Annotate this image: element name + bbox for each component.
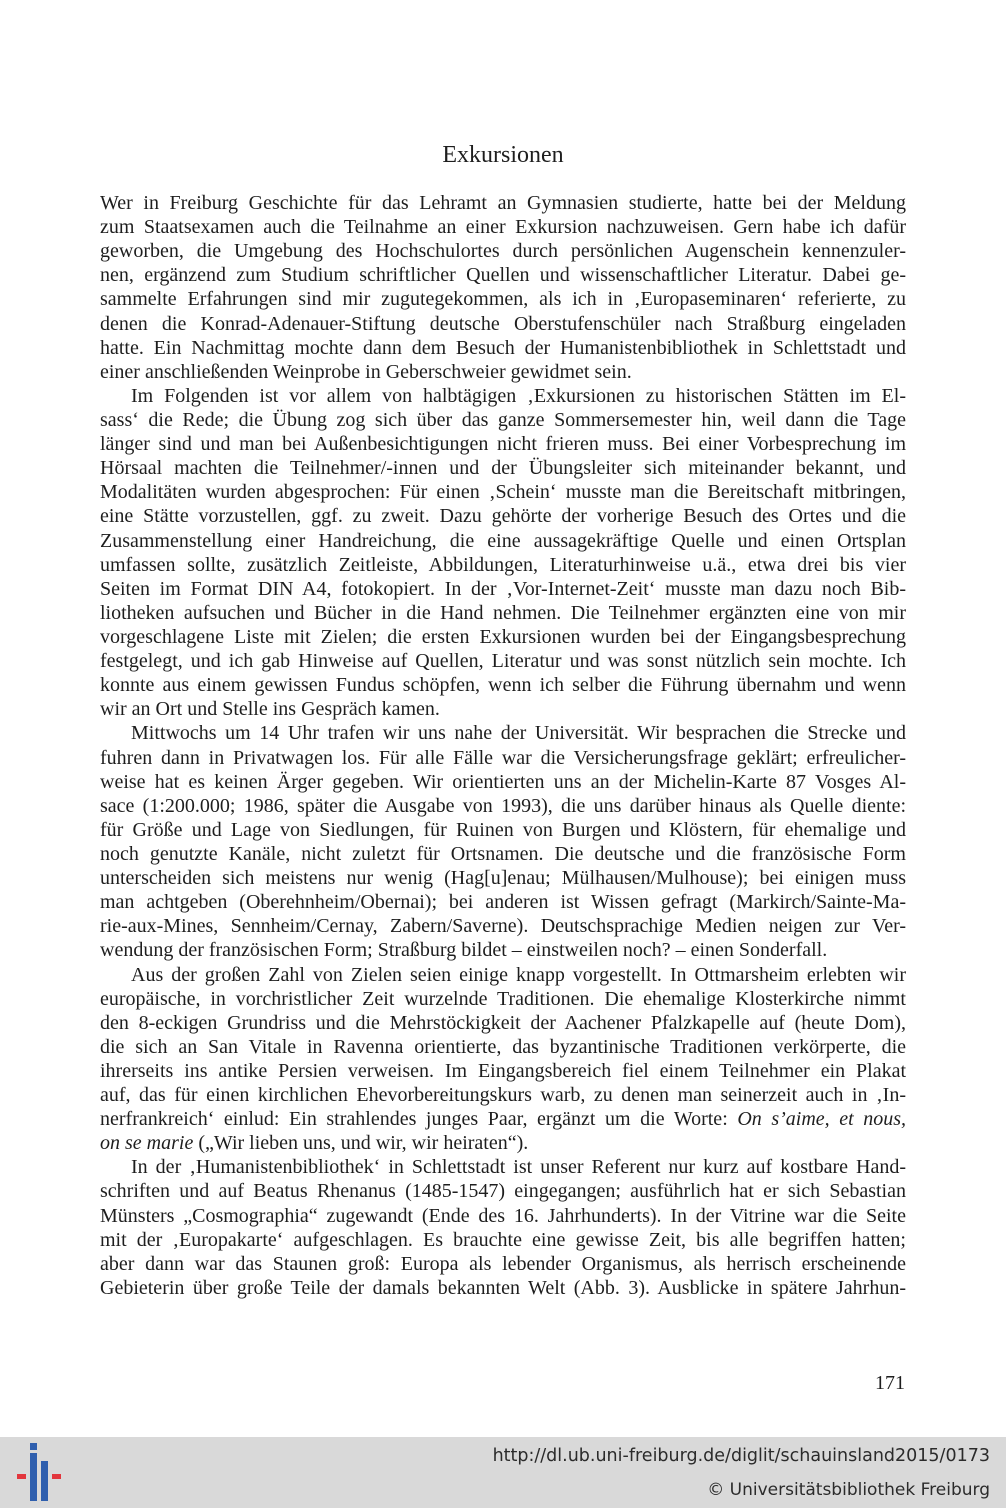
logo-blue-bar-tall xyxy=(30,1453,37,1501)
text-line: rie-aux-Mines, Sennheim/Cernay, Zabern/Saverne). Deutschsprachige Medien neigen zur Ver- xyxy=(100,915,906,938)
italic-phrase: on se marie xyxy=(100,1132,194,1155)
text-line: noch genutzte Kanäle, nicht zuletzt für Ortsnamen. Die deutsche und die französische Form xyxy=(100,842,906,865)
ub-freiburg-logo-icon xyxy=(10,1441,66,1503)
text-line: einer anschließenden Weinprobe in Geberschweier gewidmet sein. xyxy=(100,360,632,383)
text-line: Hörsaal machten die Teilnehmer/-innen und der Übungsleiter sich miteinander bekannt, und xyxy=(100,457,906,480)
text-line: aber dann war das Staunen groß: Europa als lebender Organismus, als herrisch erscheinende xyxy=(100,1252,906,1275)
italic-phrase: On s’aime, et nous, xyxy=(737,1108,906,1131)
text-line: umfassen sollte, zusätzlich Zeitleiste, Abbildungen, Literaturhinweise u.ä., etwa drei bis vier xyxy=(100,553,906,576)
text-line: hatte. Ein Nachmittag mochte dann dem Besuch der Humanistenbibliothek in Schlettstadt und xyxy=(100,336,906,359)
text-line: Gebieterin über große Teile der damals bekannten Welt (Abb. 3). Ausblicke in spätere Jahrhun- xyxy=(100,1276,906,1299)
section-heading: Exkursionen xyxy=(442,142,564,168)
logo-red-dash-left xyxy=(17,1474,26,1479)
footer-banner xyxy=(0,1437,1006,1508)
text-line: sammelte Erfahrungen sind mir zugutegekommen, als ich in ‚Europaseminaren‘ referierte, zu xyxy=(100,288,906,311)
copyright-notice: © Universitätsbibliothek Freiburg xyxy=(707,1480,990,1500)
text-line xyxy=(100,1107,906,1131)
text-line: zum Staatsexamen auch die Teilnahme an einer Exkursion nachzuweisen. Gern habe ich dafür xyxy=(100,216,906,239)
text-line: schriften und auf Beatus Rhenanus (1485-1547) eingegangen; ausführlich hat er sich Sebastian xyxy=(100,1180,906,1203)
text-line: länger sind und man bei Außenbesichtigungen nicht frieren muss. Bei einer Vorbesprechung im xyxy=(100,433,906,456)
text-line: mit der ‚Europakarte‘ aufgeschlagen. Es brauchte eine gewisse Zeit, bis alle begriffen hatten; xyxy=(100,1228,906,1251)
paragraph xyxy=(100,963,906,1156)
text-line: die sich an San Vitale in Ravenna orientierte, das byzantinische Traditionen verkörperte, die xyxy=(100,1035,906,1058)
text-line: nen, ergänzend zum Studium schriftlicher Quellen und wissenschaftlicher Literatur. Dabei ge- xyxy=(100,264,906,287)
text-line: Im Folgenden ist vor allem von halbtägigen ‚Exkursionen zu historischen Stätten im El- xyxy=(131,384,906,407)
text-line xyxy=(100,1131,906,1155)
page-number: 171 xyxy=(875,1372,905,1394)
text-line: man achtgeben (Oberehnheim/Obernai); bei anderen ist Wissen gefragt (Markirch/Sainte-Ma- xyxy=(100,891,906,914)
text-line: für Größe und Lage von Siedlungen, für Ruinen von Burgen und Klöstern, für ehemalige und xyxy=(100,818,906,841)
text-line: unterscheiden sich meistens nur wenig (Hag[u]enau; Mülhausen/Mulhouse); bei einigen muss xyxy=(100,867,906,890)
paragraph xyxy=(100,384,906,722)
text-line: vorgeschlagene Liste mit Zielen; die ersten Exkursionen wurden bei der Eingangsbesprechung xyxy=(100,625,906,648)
text-line: sace (1:200.000; 1986, später die Ausgabe von 1993), die uns darüber hinaus als Quelle diente: xyxy=(100,794,906,817)
text-line: geworben, die Umgebung des Hochschulortes durch persönlichen Augenschein kennenzuler- xyxy=(100,240,906,263)
text-line: Zusammenstellung einer Handreichung, die eine aussagekräftige Quelle und einen Ortsplan xyxy=(100,529,906,552)
text-line: Münsters „Cosmographia“ zugewandt (Ende des 16. Jahrhunderts). In der Vitrine war die Seite xyxy=(100,1204,906,1227)
text-segment: („Wir lieben uns, und wir, wir heiraten“). xyxy=(193,1132,529,1155)
text-line: wir an Ort und Stelle ins Gespräch kamen. xyxy=(100,698,440,721)
text-line: liotheken aufsuchen und Bücher in die Hand nehmen. Die Teilnehmer ergänzten eine von mir xyxy=(100,601,906,624)
text-line: Seiten im Format DIN A4, fotokopiert. In der ‚Vor-Internet-Zeit‘ musste man dazu noch Bib- xyxy=(100,577,906,600)
text-line: europäische, in vorchristlicher Zeit wurzelnde Traditionen. Die ehemalige Klosterkirche nimmt xyxy=(100,987,906,1010)
text-line: Wer in Freiburg Geschichte für das Lehramt an Gymnasien studierte, hatte bei der Meldung xyxy=(100,192,906,214)
text-line: In der ‚Humanistenbibliothek‘ in Schlettstadt ist unser Referent nur kurz auf kostbare Hand- xyxy=(131,1156,906,1179)
text-line: Aus der großen Zahl von Zielen seien einige knapp vorgestellt. In Ottmarsheim erlebten wir xyxy=(131,963,906,986)
text-line: sass‘ die Rede; die Übung zog sich über das ganze Sommersemester hin, weil dann die Tage xyxy=(100,408,906,431)
text-line: fuhren dann in Privatwagen los. Für alle Fälle war die Versicherungsfrage geklärt; erfreulicher- xyxy=(100,746,906,769)
text-line: weise hat es keinen Ärger gegeben. Wir orientierten uns an der Michelin-Karte 87 Vosges Al- xyxy=(100,770,906,793)
logo-blue-square xyxy=(30,1443,37,1450)
logo-blue-bar-short xyxy=(41,1461,48,1501)
text-line: festgelegt, und ich gab Hinweise auf Quellen, Literatur und was sonst nützlich sein mochte. Ich xyxy=(100,650,906,673)
text-line: Modalitäten wurden abgesprochen: Für einen ‚Schein‘ musste man die Bereitschaft mitbringen, xyxy=(100,481,906,504)
paragraph xyxy=(100,721,906,962)
text-line: wendung der französischen Form; Straßburg bildet – einstweilen noch? – einen Sonderfall. xyxy=(100,939,828,962)
text-segment: nerfrankreich‘ einlud: Ein strahlendes junges Paar, ergänzt um die Worte: xyxy=(100,1108,738,1131)
text-line: Mittwochs um 14 Uhr trafen wir uns nahe der Universität. Wir besprachen die Strecke und xyxy=(131,722,906,745)
text-line: ihrerseits ins antike Persien verweisen. Im Eingangsbereich fiel einem Teilnehmer ein Plakat xyxy=(100,1059,906,1082)
text-line: auf, das für einen kirchlichen Ehevorbereitungskurs warb, zu denen man seinerzeit auch in ‚In- xyxy=(100,1084,906,1107)
paragraph xyxy=(100,1155,906,1300)
logo-red-dash-right xyxy=(52,1474,61,1479)
body-text xyxy=(100,191,906,1300)
paragraph xyxy=(100,191,906,384)
text-line: den 8-eckigen Grundriss und die Mehrstöckigkeit der Aachener Pfalzkapelle auf (heute Dom), xyxy=(100,1011,906,1034)
text-line: denen die Konrad-Adenauer-Stiftung deutsche Oberstufenschüler nach Straßburg eingeladen xyxy=(100,312,906,335)
text-line: konnte aus einem gewissen Fundus schöpfen, wenn ich selber die Führung übernahm und wenn xyxy=(100,674,906,697)
source-url: http://dl.ub.uni-freiburg.de/diglit/schauinsland2015/0173 xyxy=(492,1446,990,1466)
text-line: eine Stätte vorzustellen, ggf. zu zweit. Dazu gehörte der vorherige Besuch des Ortes und die xyxy=(100,505,906,528)
